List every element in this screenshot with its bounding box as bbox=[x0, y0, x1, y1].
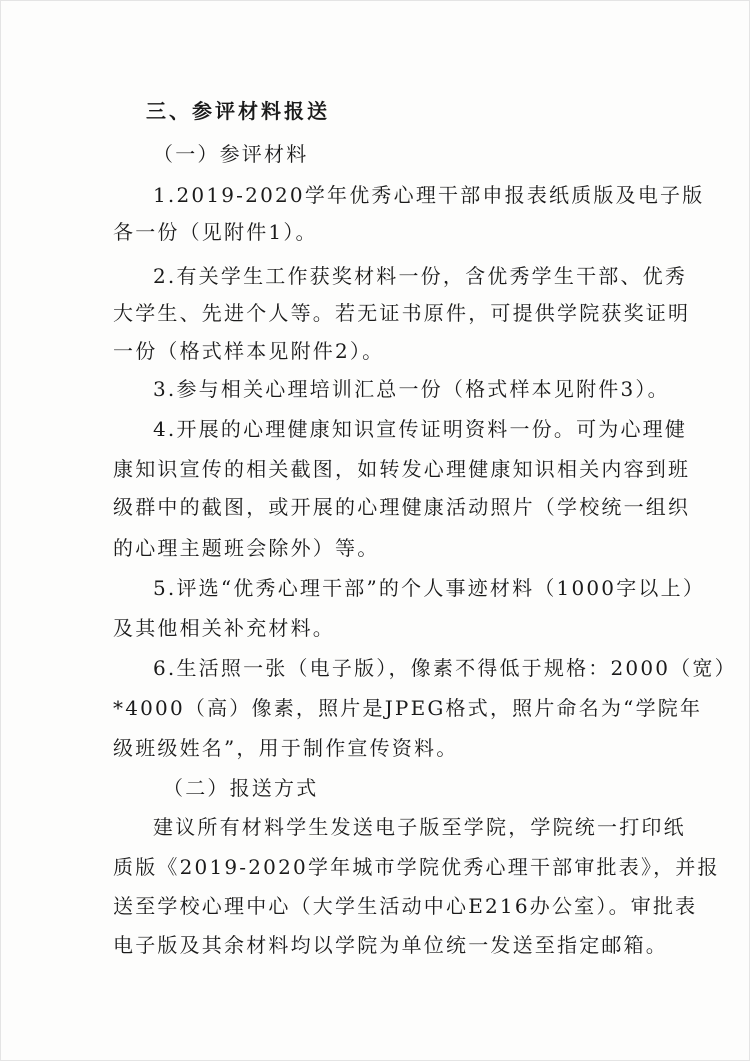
item-3-line-1: 3.参与相关心理培训汇总一份（格式样本见附件3）。 bbox=[153, 377, 670, 401]
sub-heading-materials: （一）参评材料 bbox=[153, 142, 309, 166]
item-1-line-1: 1.2019-2020学年优秀心理干部申报表纸质版及电子版 bbox=[153, 183, 705, 207]
item-2-line-2: 大学生、先进个人等。若无证书原件，可提供学院获奖证明 bbox=[113, 301, 691, 325]
item-5-line-2: 及其他相关补充材料。 bbox=[113, 616, 335, 640]
item-4-line-1: 4.开展的心理健康知识宣传证明资料一份。可为心理健 bbox=[153, 417, 688, 441]
item-5-line-1: 5.评选“优秀心理干部”的个人事迹材料（1000字以上） bbox=[153, 576, 706, 600]
item-4-line-3: 级群中的截图，或开展的心理健康活动照片（学校统一组织 bbox=[113, 495, 691, 519]
item-4-line-2: 康知识宣传的相关截图，如转发心理健康知识相关内容到班 bbox=[113, 457, 691, 481]
submission-line-1: 建议所有材料学生发送电子版至学院，学院统一打印纸 bbox=[153, 815, 686, 839]
item-6-line-1: 6.生活照一张（电子版），像素不得低于规格：2000（宽） bbox=[153, 656, 737, 680]
item-4-line-4: 的心理主题班会除外）等。 bbox=[113, 536, 380, 560]
item-6-line-3: 级班级姓名”，用于制作宣传资料。 bbox=[113, 736, 459, 760]
item-6-line-2: *4000（高）像素，照片是JPEG格式，照片命名为“学院年 bbox=[113, 696, 703, 720]
sub-heading-submission: （二）报送方式 bbox=[163, 776, 319, 800]
section-heading: 三、参评材料报送 bbox=[146, 99, 330, 123]
submission-line-3: 送至学校心理中心（大学生活动中心E216办公室）。审批表 bbox=[113, 894, 698, 918]
submission-line-4: 电子版及其余材料均以学院为单位统一发送至指定邮箱。 bbox=[113, 933, 668, 957]
item-2-line-3: 一份（格式样本见附件2）。 bbox=[113, 339, 385, 363]
submission-line-2: 质版《2019-2020学年城市学院优秀心理干部审批表》，并报 bbox=[113, 855, 720, 879]
item-2-line-1: 2.有关学生工作获奖材料一份，含优秀学生干部、优秀 bbox=[153, 264, 688, 288]
item-1-line-2: 各一份（见附件1）。 bbox=[113, 220, 318, 244]
